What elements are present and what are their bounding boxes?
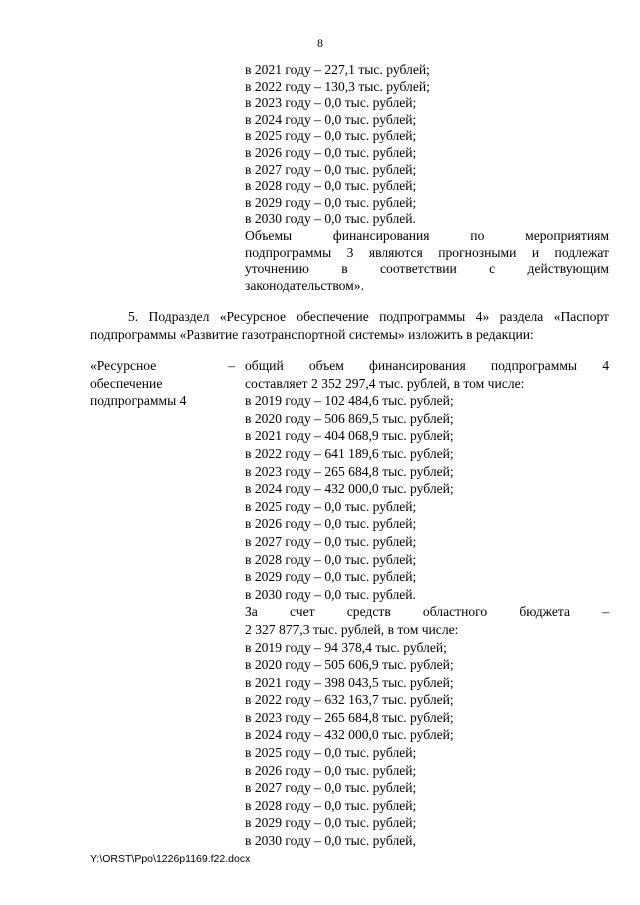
note-line: законодательством». <box>245 277 364 293</box>
year-line: в 2027 году – 0,0 тыс. рублей; <box>245 533 417 549</box>
year-line: в 2019 году – 102 484,6 тыс. рублей; <box>245 393 454 409</box>
note-line: подпрограммы 3 являются прогнозными и подлежат <box>245 244 609 260</box>
year-line: в 2030 году – 0,0 тыс. рублей. <box>245 211 416 227</box>
total-line: составляет 2 352 297,4 тыс. рублей, в том числе: <box>245 375 525 391</box>
paragraph-line: 5. Подраздел «Ресурсное обеспечение подпрограммы 4» раздела «Паспорт <box>128 309 609 324</box>
year-line: в 2029 году – 0,0 тыс. рублей; <box>245 194 417 210</box>
label-dash: – <box>228 358 235 373</box>
year-line: в 2023 году – 0,0 тыс. рублей; <box>245 95 417 111</box>
label-line: подпрограммы 4 <box>90 393 187 408</box>
year-line: в 2027 году – 0,0 тыс. рублей; <box>245 780 417 796</box>
regional-line: За счет средств областного бюджета – <box>245 604 609 620</box>
year-line: в 2024 году – 0,0 тыс. рублей; <box>245 111 417 127</box>
year-line: в 2023 году – 265 684,8 тыс. рублей; <box>245 709 454 725</box>
paragraph-line: подпрограммы «Развитие газотранспортной системы» изложить в редакции: <box>90 327 534 342</box>
total-line: общий объем финансирования подпрограммы 4 <box>245 358 609 373</box>
note-line: Объемы финансирования по мероприятиям <box>245 227 609 243</box>
page-number: 8 <box>317 36 323 50</box>
year-line: в 2025 году – 0,0 тыс. рублей; <box>245 498 417 514</box>
year-line: в 2029 году – 0,0 тыс. рублей; <box>245 815 417 831</box>
label-line: «Ресурсное <box>90 358 157 373</box>
resource-label <box>90 357 235 410</box>
year-line: в 2028 году – 0,0 тыс. рублей; <box>245 551 417 567</box>
year-line: в 2028 году – 0,0 тыс. рублей; <box>245 178 417 194</box>
year-line: в 2025 году – 0,0 тыс. рублей; <box>245 745 417 761</box>
year-line: в 2024 году – 432 000,0 тыс. рублей; <box>245 481 454 497</box>
year-line: в 2030 году – 0,0 тыс. рублей, <box>245 833 416 849</box>
year-line: в 2027 году – 0,0 тыс. рублей; <box>245 161 417 177</box>
subprogram-4-funding-block <box>245 357 609 850</box>
year-line: в 2020 году – 505 606,9 тыс. рублей; <box>245 657 454 673</box>
year-line: в 2021 году – 398 043,5 тыс. рублей; <box>245 674 454 690</box>
year-line: в 2022 году – 130,3 тыс. рублей; <box>245 78 430 94</box>
year-line: в 2030 году – 0,0 тыс. рублей. <box>245 586 416 602</box>
year-line: в 2022 году – 641 189,6 тыс. рублей; <box>245 445 454 461</box>
year-line: в 2025 году – 0,0 тыс. рублей; <box>245 128 417 144</box>
year-line: в 2024 году – 432 000,0 тыс. рублей; <box>245 727 454 743</box>
subprogram-3-funding-block <box>245 62 609 294</box>
regional-line: 2 327 877,3 тыс. рублей, в том числе: <box>245 621 459 637</box>
year-line: в 2022 году – 632 163,7 тыс. рублей; <box>245 692 454 708</box>
year-line: в 2026 году – 0,0 тыс. рублей; <box>245 144 417 160</box>
note-line: уточнению в соответствии с действующим <box>245 261 609 277</box>
year-line: в 2026 году – 0,0 тыс. рублей; <box>245 762 417 778</box>
year-line: в 2020 году – 506 869,5 тыс. рублей; <box>245 410 454 426</box>
file-path-footer: Y:\ORST\Ppo\1226p1169.f22.docx <box>90 853 251 865</box>
year-line: в 2026 году – 0,0 тыс. рублей; <box>245 516 417 532</box>
year-line: в 2019 году – 94 378,4 тыс. рублей; <box>245 639 447 655</box>
amendment-paragraph <box>90 308 609 344</box>
year-line: в 2021 году – 404 068,9 тыс. рублей; <box>245 428 454 444</box>
year-line: в 2023 году – 265 684,8 тыс. рублей; <box>245 463 454 479</box>
year-line: в 2021 году – 227,1 тыс. рублей; <box>245 62 430 77</box>
year-line: в 2029 году – 0,0 тыс. рублей; <box>245 569 417 585</box>
label-line: обеспечение <box>90 375 163 391</box>
year-line: в 2028 году – 0,0 тыс. рублей; <box>245 797 417 813</box>
